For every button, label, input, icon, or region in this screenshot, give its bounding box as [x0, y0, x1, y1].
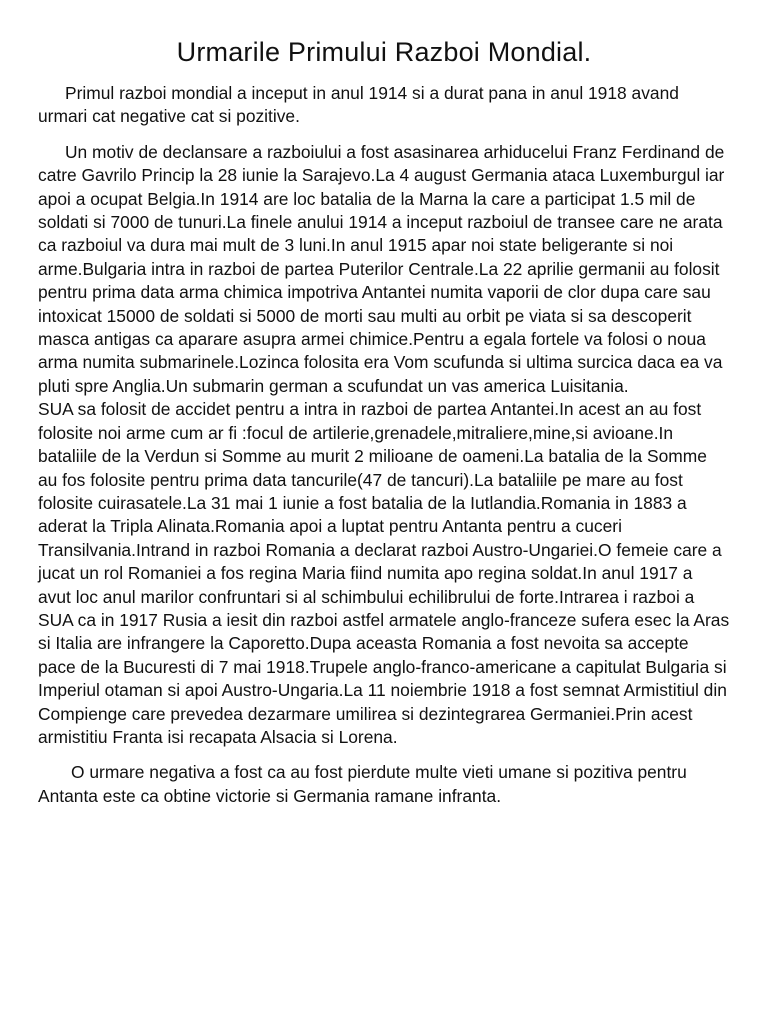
- paragraph-intro: Primul razboi mondial a inceput in anul 1914 si a durat pana in anul 1918 avand urmari cat negative cat si pozitive.: [38, 83, 679, 127]
- paragraph-events: SUA sa folosit de accidet pentru a intra in razboi de partea Antantei.In acest an au fost folosite noi arme cum ar fi :focul de artilerie,grenadele,mitraliere,mine,si avioane.In bataliile de la Verdun si Somme au murit 2 milioane de oameni.La batalia de la Somme au fos folosite pentru prima data tancurile(47 de tancuri).La bataliile pe mare au fost folosite cuirasatele.La 31 mai 1 iunie a fost batalia de la Iutlandia.Romania in 1883 a aderat la Tripla Alinata.Romania apoi a luptat pentru Antanta pentru a cuceri Transilvania.Intrand in razboi Romania a declarat razboi Austro-Ungariei.O femeie care a jucat un rol Romaniei a fos regina Maria fiind numita apo regina soldat.In anul 1917 a avut loc anul marilor confruntari si al schimbului echilibrului de forte.Intrarea i razboi a SUA ca in 1917 Rusia a iesit din razboi astfel armatele anglo-franceze sufera esec la Aras si Italia are infrangere la Caporetto.Dupa aceasta Romania a fost nevoita sa accepte pace de la Bucuresti di 7 mai 1918.Trupele anglo-franco-americane a capitulat Bulgaria si Imperiul otaman si apoi Austro-Ungaria.La 11 noiembrie 1918 a fost semnat Armistitiul din Compienge care prevedea dezarmare umilirea si dezintegrarea Germaniei.Prin acest armistitiu Franta isi recapata Alsacia si Lorena.: [38, 399, 730, 747]
- paragraph-causes: Un motiv de declansare a razboiului a fost asasinarea arhiducelui Franz Ferdinand de catre Gavrilo Princip la 28 iunie la Sarajevo.La 4 august Germania ataca Luxemburgul iar apoi a ocupat Belgia.In 1914 are loc batalia de la Marna la care a participat 1.5 mil de soldati si 7000 de tunuri.La finele anului 1914 a inceput razboiul de transee care ne arata ca razboiul va dura mai mult de 3 luni.In anul 1915 apar noi state beligerante si noi arme.Bulgaria intra in razboi de partea Puterilor Centrale.La 22 aprilie germanii au folosit pentru prima data arma chimica impotriva Antantei numita vaporii de clor dupa care sau intoxicat 15000 de soldati si 5000 de morti sau multi au orbit pe viata si sa descoperit masca antigas ca aparare asupra armei chimice.Pentru a egala fortele va folosi o noua arma numita submarinele.Lozinca folosita era Vom scufunda si ultima surcica daca ea va pluti spre Anglia.Un submarin german a scufundat un vas america Luisitania.: [38, 141, 725, 396]
- document-title: Urmarile Primului Razboi Mondial.: [176, 37, 592, 67]
- paragraph-conclusion: O urmare negativa a fost ca au fost pierdute multe vieti umane si pozitiva pentru Antanta este ca obtine victorie si Germania ramane infranta.: [38, 762, 687, 806]
